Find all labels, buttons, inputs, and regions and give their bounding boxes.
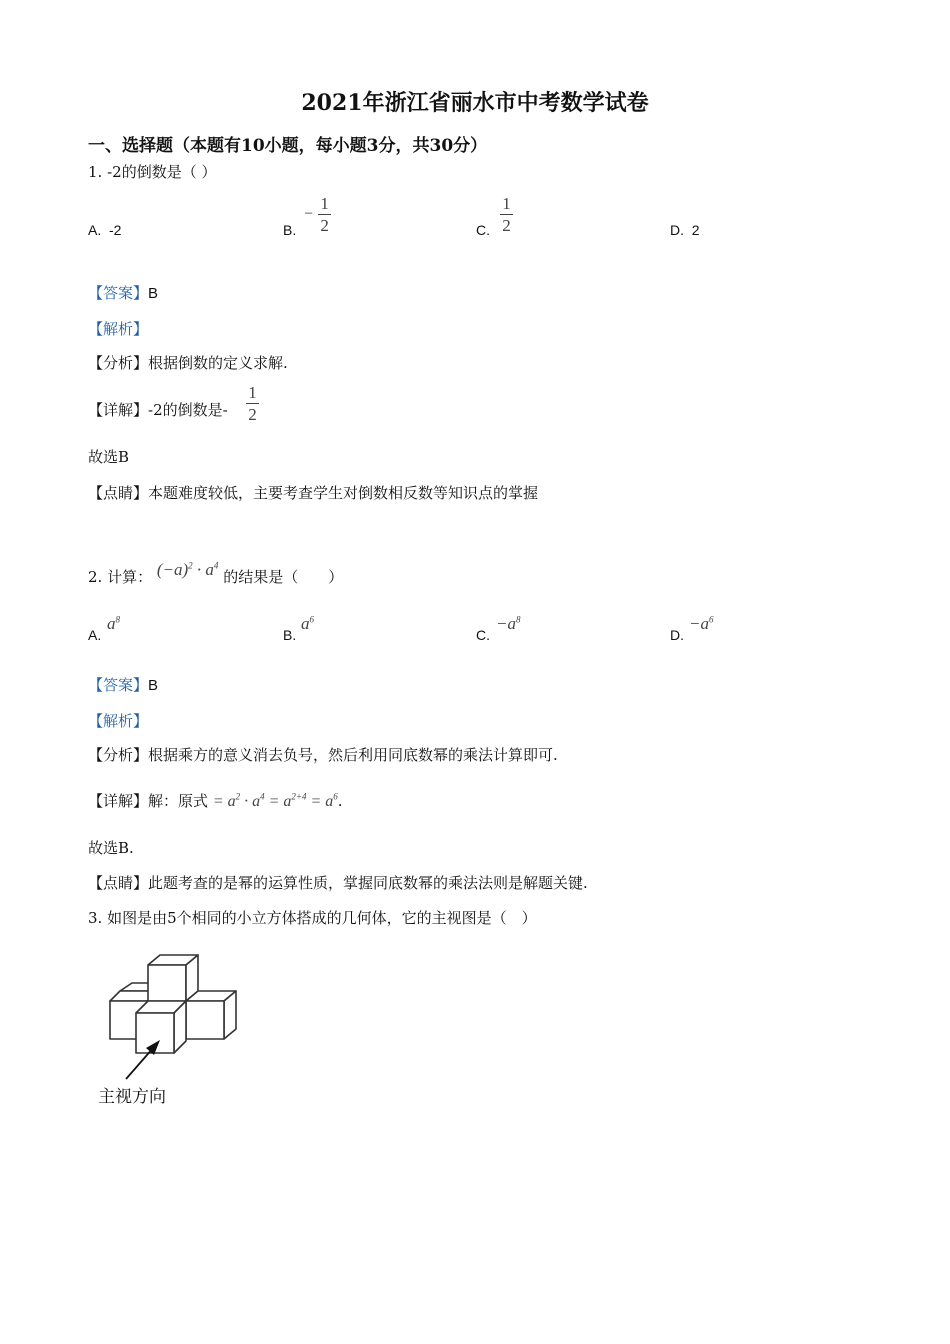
q2-detail: 【详解】解：原式 = $a^2 \cdot a^4 = a^{2+4} = a^6$.: [88, 791, 343, 810]
q2-option-c-expr: $-a^8$: [496, 614, 521, 633]
q1-option-d: D. 2: [670, 222, 700, 238]
q2-option-c: C.: [476, 627, 490, 643]
q2-option-a-expr: $a^8$: [107, 614, 120, 633]
q1-option-c: C.: [476, 222, 490, 238]
q1-analysis-tag: 【解析】: [88, 320, 149, 338]
q1-option-a: A. -2: [88, 222, 122, 238]
q1-answer: 【答案】B: [88, 284, 159, 302]
q2-fenxi: 【分析】根据乘方的意义消去负号，然后利用同底数幂的乘法计算即可.: [88, 746, 558, 764]
q2-comment: 【点睛】此题考查的是幂的运算性质，掌握同底数幂的乘法法则是解题关键.: [88, 874, 588, 892]
q1-stem: 1. -2的倒数是（ ）: [88, 163, 217, 181]
q1-choose: 故选B: [88, 448, 130, 466]
q2-option-a: A.: [88, 627, 102, 643]
q2-detail-expression: = $a^2 \cdot a^4 = a^{2+4} = a^6$: [212, 791, 338, 810]
q1-option-b: B.: [283, 222, 297, 238]
q2-stem: 2. 计算： $(-a)^2 \cdot a^4$ 的结果是（ ）: [88, 560, 344, 586]
q3-stem: 3. 如图是由5个相同的小立方体搭成的几何体，它的主视图是（ ）: [88, 909, 537, 927]
q2-option-d-expr: $-a^6$: [689, 614, 714, 633]
q2-option-b-expr: $a^6$: [301, 614, 314, 633]
q2-option-d: D.: [670, 627, 684, 643]
q1-option-b-fraction: − $\frac{1}{2}$: [304, 195, 331, 234]
q2-choose: 故选B.: [88, 839, 134, 857]
q1-comment: 【点睛】本题难度较低，主要考查学生对倒数相反数等知识点的掌握: [88, 484, 539, 502]
q1-fenxi: 【分析】根据倒数的定义求解.: [88, 354, 288, 372]
q2-option-b: B.: [283, 627, 297, 643]
q1-option-c-fraction: $\frac{1}{2}$: [500, 195, 513, 234]
q2-analysis-tag: 【解析】: [88, 712, 149, 730]
q1-detail: 【详解】-2的倒数是-: [88, 401, 228, 419]
q2-answer: 【答案】B: [88, 676, 159, 694]
q1-detail-fraction: $\frac{1}{2}$: [246, 384, 259, 423]
figure-label: 主视方向: [98, 1087, 166, 1107]
section-heading: 一、选择题（本题有10小题，每小题3分，共30分）: [88, 136, 488, 156]
page-title: 2021年浙江省丽水市中考数学试卷: [301, 90, 649, 116]
q2-expression: $(-a)^2 \cdot a^4$: [156, 560, 219, 579]
